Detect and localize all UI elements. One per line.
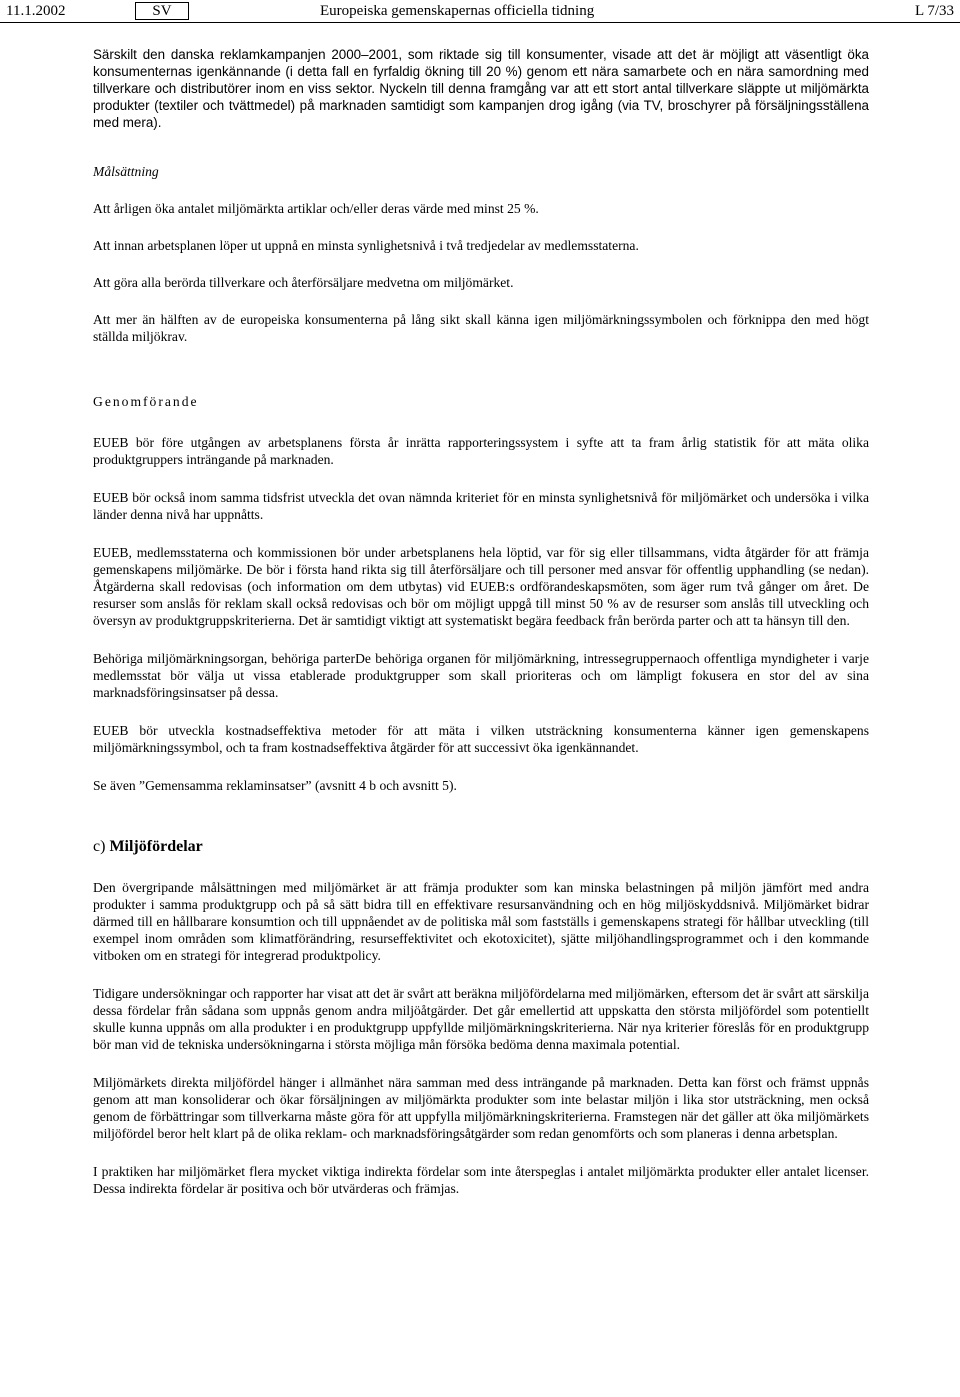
objective-paragraph: Att årligen öka antalet miljömärkta artiklar och/eller deras värde med minst 25 %. [93,201,539,216]
page-reference: L 7/33 [914,3,954,19]
implementation-paragraph: EUEB, medlemsstaterna och kommissionen bör under arbetsplanens hela löptid, var för sig eller tillsammans, vidta åtgärder för att främja gemenskapens miljömärke. De bör i första hand rikta sig till återförsäljare och till personer med ansvar för offentlig upphandling (se nedan). Åtgärderna skall redovisas (och information om dem utbytas) vid EUEB:s ordförandeskapsmöten, som äger rum två gånger om året. De resurser som anslås för reklam skall också redovisas och bör om möjligt uppgå till minst 50 % av de resurser som anslås till utveckling och översyn av produktgruppskriterierna. Det är samtidigt viktigt att systematiskt begära feedback från berörda parter och att ta hänsyn till den. [93,545,869,628]
page-header [0,0,960,22]
objective-paragraph: Att innan arbetsplanen löper ut uppnå en minsta synlighetsnivå i två tredjedelar av medlemsstaterna. [93,238,639,253]
section-letter: c) [93,838,106,855]
header-rule [0,22,960,23]
benefits-paragraph: Miljömärkets direkta miljöfördel hänger i allmänhet nära samman med dess inträngande på marknaden. Detta kan först och främst uppnås genom att man konsoliderar och ökar försäljningen av miljömärkta produkter som inte belastar miljön i lika stor utsträckning, men också genom de förbättringar som tillverkarna måste göra för att uppfylla miljömärkningskriterierna. Framstegen när det gäller att öka miljömärkets miljöfördel beror helt klart på de olika reklam- och marknadsföringsåtgärder som redan genomförts och som planeras i denna arbetsplan. [93,1075,869,1141]
benefits-paragraph: Den övergripande målsättningen med miljömärket är att främja produkter som kan minska belastningen på miljön jämfört med andra produkter i samma produktgrupp och på så sätt bidra till en effektivare resursanvändning och en hög miljöskyddsnivå. Miljömärket bidrar därmed till en hållbarare konsumtion och till uppnåendet av de politiska mål som fastställs i gemenskapens strategi för hållbar utveckling (till exempel inom områden som klimatförändring, resurseffektivitet och ekotoxicitet), sjätte miljöhandlingsprogrammet och i den kommande vitboken om en strategi för integrerad produktpolicy. [93,880,869,963]
document-body [93,46,869,1197]
publication-date: 11.1.2002 [6,3,66,19]
objective-paragraph: Att mer än hälften av de europeiska konsumenterna på lång sikt skall känna igen miljömärkningssymbolen och förknippa den med högt ställda miljökrav. [93,312,869,344]
section-heading-benefits [93,838,869,855]
section-title: Miljöfördelar [109,838,203,855]
benefits-paragraph: Tidigare undersökningar och rapporter har visat att det är svårt att beräkna miljöfördelarna med miljömärken, eftersom det är svårt att särskilja dessa fördelar från sådana som uppnås genom andra miljöåtgärder. Det går emellertid att uppskatta den största miljöfördel som potentiellt skulle kunna uppnås om alla produkter i en produktgrupp uppfyllde miljömärkningskriterierna. När nya kriterier föreslås för en produktgrupp bör man vid de tekniska undersökningarna i största möjliga mån försöka bedöma denna maximala potential. [93,986,869,1052]
section-heading-implementation: Genomförande [93,394,199,409]
implementation-paragraph: EUEB bör utveckla kostnadseffektiva metoder för att mäta i vilken utsträckning konsumenterna känner igen gemenskapens miljömärkningssymbol, och ta fram kostnadseffektiva åtgärder för att successivt öka igenkännandet. [93,723,869,755]
journal-title: Europeiska gemenskapernas officiella tidning [320,3,595,19]
language-badge: SV [135,2,189,20]
benefits-paragraph: I praktiken har miljömärket flera mycket viktiga indirekta fördelar som inte återspeglas i antalet miljömärkta produkter eller antalet licenser. Dessa indirekta fördelar är positiva och bör utvärderas och främjas. [93,1164,869,1196]
intro-paragraph: Särskilt den danska reklamkampanjen 2000–2001, som riktade sig till konsumenter, visade att det är möjligt att väsentligt öka konsumenternas igenkännande (i detta fall en fyrfaldig ökning till 20 %) genom ett nära samarbete och en nära samordning med tillverkare och distributörer inom en viss sektor. Nyckeln till denna framgång var att ett stort antal tillverkare släppte ut miljömärkta produkter (textiler och tvättmedel) på marknaden samtidigt som kampanjen drog igång (via TV, broschyrer på försäljningsställena med mera). [93,47,869,130]
implementation-paragraph: EUEB bör före utgången av arbetsplanens första år inrätta rapporteringssystem i syfte att ta fram årlig statistik för att mäta olika produktgruppers inträngande på marknaden. [93,435,869,467]
objective-paragraph: Att göra alla berörda tillverkare och återförsäljare medvetna om miljömärket. [93,275,514,290]
section-heading-objective: Målsättning [93,164,159,179]
implementation-paragraph: EUEB bör också inom samma tidsfrist utveckla det ovan nämnda kriteriet för en minsta synlighetsnivå för miljömärket och undersöka i vilka länder denna nivå har uppnåtts. [93,490,869,522]
implementation-paragraph: Se även ”Gemensamma reklaminsatser” (avsnitt 4 b och avsnitt 5). [93,778,457,793]
implementation-paragraph: Behöriga miljömärkningsorgan, behöriga parterDe behöriga organen för miljömärkning, intressegruppernaoch offentliga myndigheter i varje medlemsstat bör välja ut vissa etablerade produktgrupper som skall prioriteras och om lämpligt fokusera en stor del av sina marknadsföringsinsatser på dessa. [93,651,869,700]
